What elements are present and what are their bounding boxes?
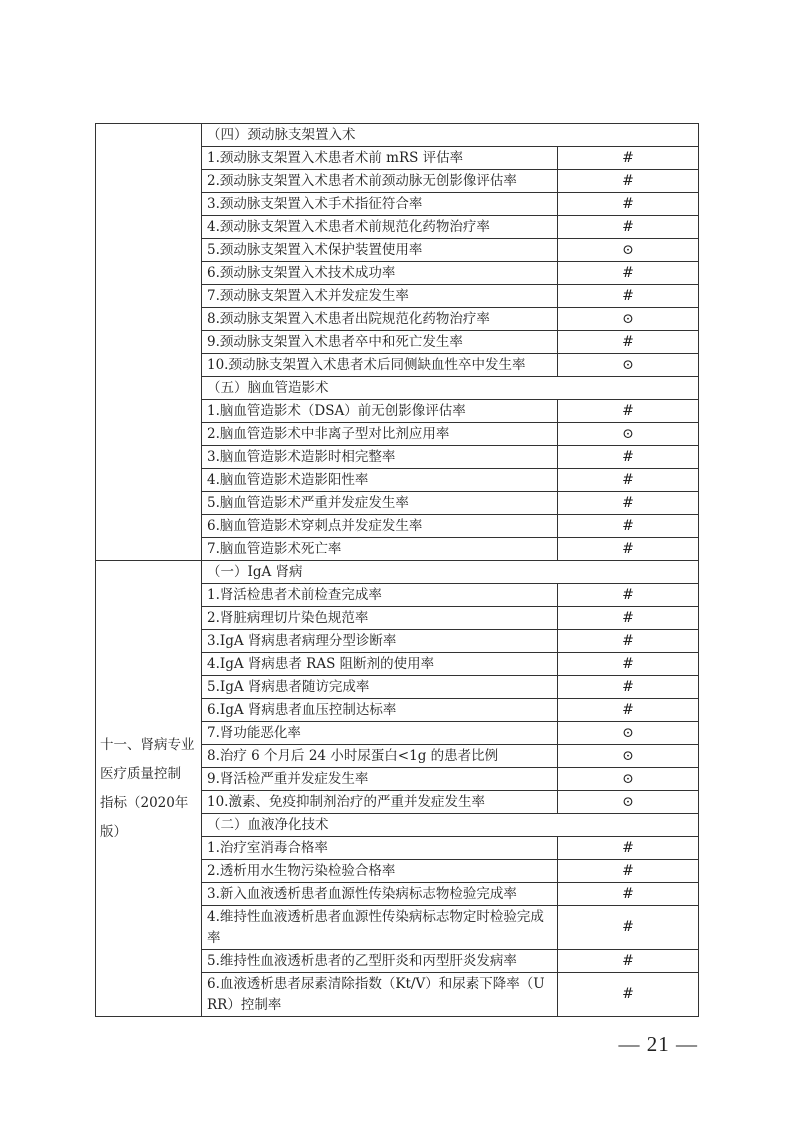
hash-mark: # xyxy=(558,607,699,630)
indicator-label: 4.IgA 肾病患者 RAS 阻断剂的使用率 xyxy=(202,653,558,676)
category-line: 指标（2020年 xyxy=(100,794,189,811)
group-title: （二）血液净化技术 xyxy=(202,814,699,837)
hash-mark: # xyxy=(558,906,699,950)
indicator-label: 2.肾脏病理切片染色规范率 xyxy=(202,607,558,630)
hash-mark: # xyxy=(558,285,699,308)
indicator-label: 10.激素、免疫抑制剂治疗的严重并发症发生率 xyxy=(202,791,558,814)
group-title: （一）IgA 肾病 xyxy=(202,561,699,584)
hash-mark: # xyxy=(558,538,699,561)
hash-mark: # xyxy=(558,170,699,193)
indicator-label: 5.IgA 肾病患者随访完成率 xyxy=(202,676,558,699)
circle-dot-mark: ⊙ xyxy=(558,308,699,331)
category-cell xyxy=(96,124,202,561)
hash-mark: # xyxy=(558,331,699,354)
hash-mark: # xyxy=(558,653,699,676)
hash-mark: # xyxy=(558,400,699,423)
indicator-label: 2.透析用水生物污染检验合格率 xyxy=(202,860,558,883)
indicator-label: 2.颈动脉支架置入术患者术前颈动脉无创影像评估率 xyxy=(202,170,558,193)
circle-dot-mark: ⊙ xyxy=(558,722,699,745)
hash-mark: # xyxy=(558,469,699,492)
quality-indicator-table xyxy=(95,123,699,1017)
hash-mark: # xyxy=(558,630,699,653)
indicator-label: 6.血液透析患者尿素清除指数（Kt/V）和尿素下降率（URR）控制率 xyxy=(202,973,558,1017)
indicator-label: 6.脑血管造影术穿刺点并发症发生率 xyxy=(202,515,558,538)
hash-mark: # xyxy=(558,950,699,973)
indicator-label: 1.治疗室消毒合格率 xyxy=(202,837,558,860)
hash-mark: # xyxy=(558,584,699,607)
category-cell xyxy=(96,561,202,1017)
hash-mark: # xyxy=(558,193,699,216)
category-line: 十一、肾病专业 xyxy=(100,736,195,753)
indicator-label: 5.脑血管造影术严重并发症发生率 xyxy=(202,492,558,515)
indicator-label: 3.脑血管造影术造影时相完整率 xyxy=(202,446,558,469)
circle-dot-mark: ⊙ xyxy=(558,239,699,262)
group-title: （五）脑血管造影术 xyxy=(202,377,699,400)
hash-mark: # xyxy=(558,860,699,883)
indicator-label: 4.维持性血液透析患者血源性传染病标志物定时检验完成率 xyxy=(202,906,558,950)
hash-mark: # xyxy=(558,446,699,469)
indicator-label: 6.IgA 肾病患者血压控制达标率 xyxy=(202,699,558,722)
hash-mark: # xyxy=(558,883,699,906)
indicator-label: 4.颈动脉支架置入术患者术前规范化药物治疗率 xyxy=(202,216,558,239)
indicator-label: 3.新入血液透析患者血源性传染病标志物检验完成率 xyxy=(202,883,558,906)
indicator-label: 1.肾活检患者术前检查完成率 xyxy=(202,584,558,607)
hash-mark: # xyxy=(558,515,699,538)
page-content xyxy=(95,123,698,1057)
group-title: （四）颈动脉支架置入术 xyxy=(202,124,699,147)
hash-mark: # xyxy=(558,492,699,515)
indicator-label: 5.维持性血液透析患者的乙型肝炎和丙型肝炎发病率 xyxy=(202,950,558,973)
indicator-label: 10.颈动脉支架置入术患者术后同侧缺血性卒中发生率 xyxy=(202,354,558,377)
indicator-label: 6.颈动脉支架置入术技术成功率 xyxy=(202,262,558,285)
hash-mark: # xyxy=(558,147,699,170)
indicator-label: 7.肾功能恶化率 xyxy=(202,722,558,745)
circle-dot-mark: ⊙ xyxy=(558,791,699,814)
hash-mark: # xyxy=(558,676,699,699)
indicator-label: 8.颈动脉支架置入术患者出院规范化药物治疗率 xyxy=(202,308,558,331)
circle-dot-mark: ⊙ xyxy=(558,768,699,791)
indicator-label: 9.颈动脉支架置入术患者卒中和死亡发生率 xyxy=(202,331,558,354)
hash-mark: # xyxy=(558,699,699,722)
indicator-label: 1.脑血管造影术（DSA）前无创影像评估率 xyxy=(202,400,558,423)
indicator-label: 8.治疗 6 个月后 24 小时尿蛋白<1g 的患者比例 xyxy=(202,745,558,768)
hash-mark: # xyxy=(558,216,699,239)
indicator-label: 5.颈动脉支架置入术保护装置使用率 xyxy=(202,239,558,262)
circle-dot-mark: ⊙ xyxy=(558,423,699,446)
group-header-row xyxy=(96,124,699,147)
circle-dot-mark: ⊙ xyxy=(558,354,699,377)
category-line: 医疗质量控制 xyxy=(100,765,181,782)
page-number: — 21 — xyxy=(618,1032,698,1056)
hash-mark: # xyxy=(558,973,699,1017)
indicator-label: 4.脑血管造影术造影阳性率 xyxy=(202,469,558,492)
hash-mark: # xyxy=(558,837,699,860)
indicator-label: 1.颈动脉支架置入术患者术前 mRS 评估率 xyxy=(202,147,558,170)
indicator-label: 7.颈动脉支架置入术并发症发生率 xyxy=(202,285,558,308)
category-line: 版） xyxy=(100,823,127,840)
group-header-row xyxy=(96,561,699,584)
indicator-label: 3.IgA 肾病患者病理分型诊断率 xyxy=(202,630,558,653)
circle-dot-mark: ⊙ xyxy=(558,745,699,768)
indicator-label: 9.肾活检严重并发症发生率 xyxy=(202,768,558,791)
indicator-label: 2.脑血管造影术中非离子型对比剂应用率 xyxy=(202,423,558,446)
indicator-label: 3.颈动脉支架置入术手术指征符合率 xyxy=(202,193,558,216)
indicator-label: 7.脑血管造影术死亡率 xyxy=(202,538,558,561)
hash-mark: # xyxy=(558,262,699,285)
